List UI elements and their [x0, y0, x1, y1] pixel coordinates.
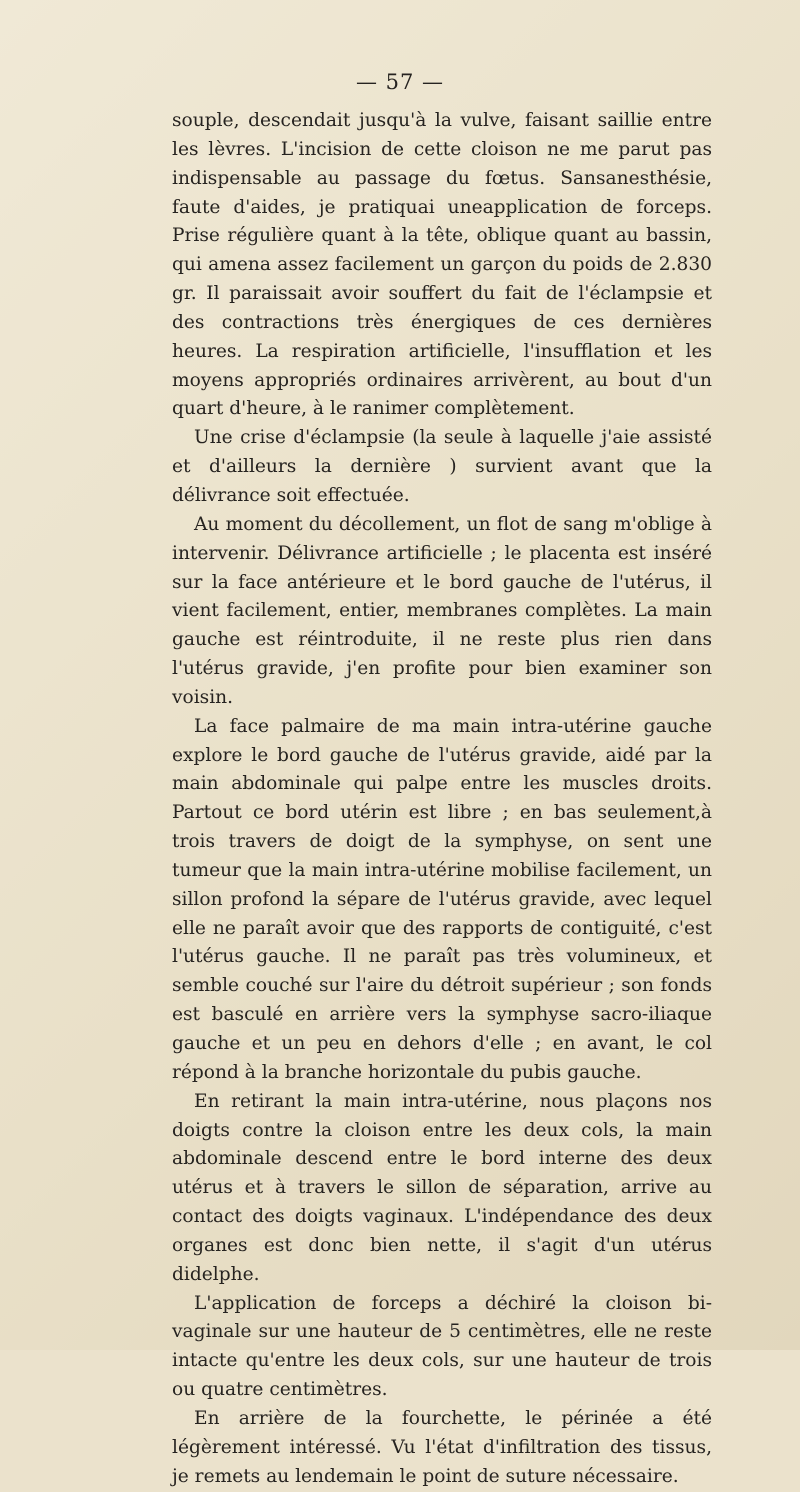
paragraph: En arrière de la fourchette, le périnée a été légèrement intéressé. Vu l'état d'infiltration des tissus, je remets au lendemain le point de suture nécessaire.: [172, 1407, 712, 1487]
paragraph: Une crise d'éclampsie (la seule à laquelle j'aie assisté et d'ailleurs la dernière ) survient avant que la délivrance soit effectuée.: [172, 427, 712, 506]
page-number: — 57 —: [355, 70, 445, 94]
body-text: [172, 107, 712, 1492]
paragraph: L'application de forceps a déchiré la cloison bi-vaginale sur une hauteur de 5 centimètres, elle ne reste intacte qu'entre les deux cols, sur une hauteur de trois ou quatre centimètres.: [172, 1292, 712, 1401]
paragraph: En retirant la main intra-utérine, nous plaçons nos doigts contre la cloison entre les deux cols, la main abdominale descend entre le bord interne des deux utérus et à travers le sillon de séparation, arrive au contact des doigts vaginaux. L'indépendance des deux organes est donc bien nette, il s'agit d'un utérus didelphe.: [172, 1090, 712, 1285]
paragraph: souple, descendait jusqu'à la vulve, faisant saillie entre les lèvres. L'incision de cette cloison ne me parut pas indispensable au passage du fœtus. Sansanesthésie, faute d'aides, je pratiquai uneapplication de forceps. Prise régulière quant à la tête, oblique quant au bassin, qui amena assez facilement un garçon du poids de 2.830 gr. Il paraissait avoir souffert du fait de l'éclampsie et des contractions très énergiques de ces dernières heures. La respiration artificielle, l'insufflation et les moyens appropriés ordinaires arrivèrent, au bout d'un quart d'heure, à le ranimer complètement.: [172, 110, 712, 420]
paragraph: La face palmaire de ma main intra-utérine gauche explore le bord gauche de l'utérus gravide, aidé par la main abdominale qui palpe entre les muscles droits. Partout ce bord utérin est libre ; en bas seulement,à trois travers de doigt de la symphyse, on sent une tumeur que la main intra-utérine mobilise facilement, un sillon profond la sépare de l'utérus gravide, avec lequel elle ne paraît avoir que des rapports de contiguité, c'est l'utérus gauche. Il ne paraît pas très volumineux, et semble couché sur l'aire du détroit supérieur ; son fonds est basculé en arrière vers la symphyse sacro-iliaque gauche et un peu en dehors d'elle ; en avant, le col répond à la branche horizontale du pubis gauche.: [172, 715, 712, 1083]
paragraph: Au moment du décollement, un flot de sang m'oblige à intervenir. Délivrance artificielle ; le placenta est inséré sur la face antérieure et le bord gauche de l'utérus, il vient facilement, entier, membranes complètes. La main gauche est réintroduite, il ne reste plus rien dans l'utérus gravide, j'en profite pour bien examiner son voisin.: [172, 513, 712, 708]
